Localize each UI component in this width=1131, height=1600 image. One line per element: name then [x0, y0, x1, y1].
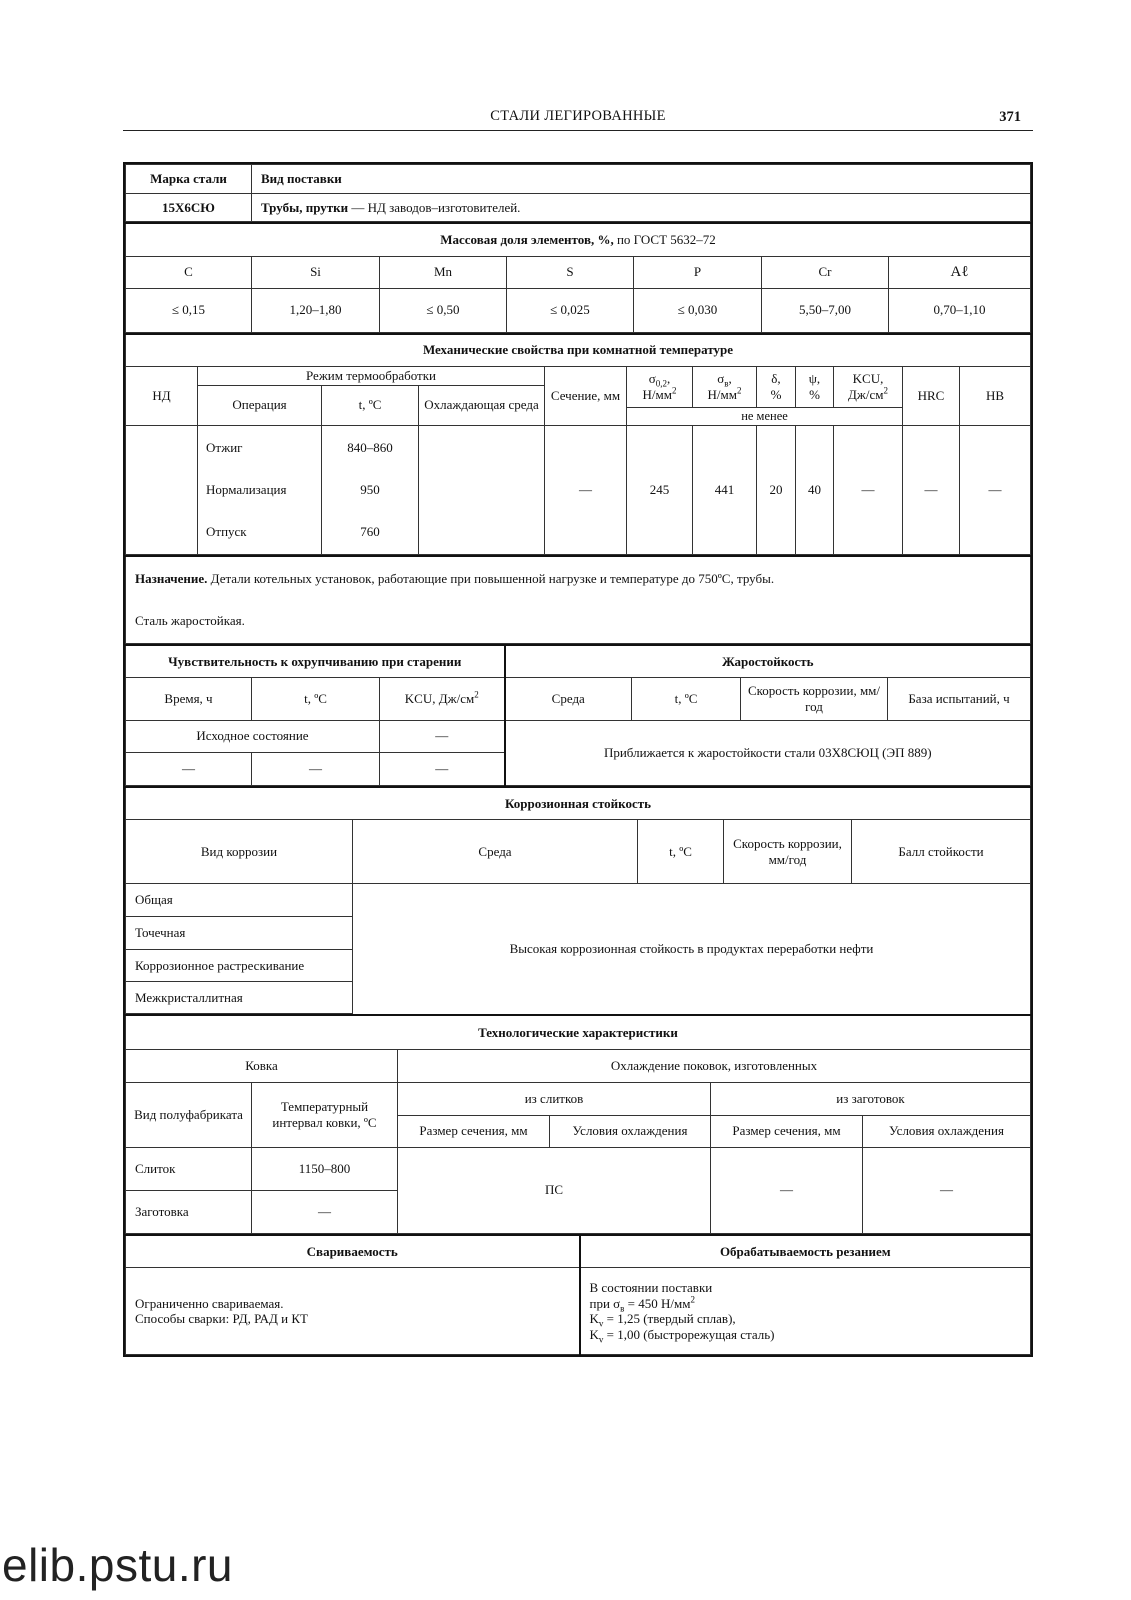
composition-title-rest: по ГОСТ 5632–72 — [613, 231, 716, 247]
hrc-value: — — [903, 425, 960, 554]
weld-line1: Ограниченно свариваемая. — [135, 1295, 284, 1311]
kcu-unit-sup: 2 — [883, 385, 888, 396]
heat-resistance-title: Жаростойкость — [505, 645, 1031, 677]
purpose-line — [135, 571, 1027, 613]
corrosion-type-cracking: Коррозионное растрескивание — [126, 950, 353, 982]
element-c: C — [126, 256, 252, 288]
value-cr: 5,50–7,00 — [762, 288, 889, 332]
nd-value — [126, 425, 198, 554]
sigma02-value: 245 — [627, 425, 693, 554]
interval-ingot: 1150–800 — [252, 1147, 398, 1190]
corrosion-temp-header: t, ºС — [638, 820, 724, 884]
purpose-note: Сталь жаростойкая. — [135, 612, 245, 628]
operation-tempering: Отпуск — [206, 523, 247, 539]
corrosion-medium-header: Среда — [353, 820, 638, 884]
purpose-table — [125, 555, 1031, 645]
aging-heat-table — [125, 644, 1031, 786]
element-al: Aℓ — [889, 256, 1031, 288]
value-mn: ≤ 0,50 — [380, 288, 507, 332]
hb-value: — — [960, 425, 1031, 554]
sigma02-sub: 0,2 — [655, 378, 667, 389]
element-s: S — [507, 256, 634, 288]
supply-value — [252, 194, 1031, 222]
operations-cell — [198, 425, 322, 554]
delta-value: 20 — [757, 425, 796, 554]
corrosion-type-header: Вид коррозии — [126, 820, 353, 884]
temp-tempering: 760 — [360, 523, 380, 539]
aging-kcu-header — [380, 677, 505, 720]
ingot-size-header: Размер сечения, мм — [398, 1115, 550, 1147]
corrosion-type-intergranular: Межкристаллитная — [126, 982, 353, 1014]
tech-title: Технологические характеристики — [126, 1015, 1031, 1049]
purpose-cell — [126, 556, 1031, 644]
sigma02-header: $\sigma_{0,2}$, $Н/мм^2$ — [627, 367, 693, 408]
machining-line4 — [590, 1327, 1028, 1343]
heat-base-header: База испытаний, ч — [888, 677, 1031, 720]
heat-rate-header: Скорость коррозии, мм/год — [741, 677, 888, 720]
forging-interval-header: Температурный интервал ковки, ºС — [252, 1082, 398, 1147]
billet-conditions-header: Условия охлаждения — [863, 1115, 1031, 1147]
tech-table — [125, 1014, 1031, 1234]
machining-line4-rest: = 1,00 (быстрорежущая сталь) — [603, 1326, 775, 1342]
semi-ingot: Слиток — [126, 1147, 252, 1190]
operation-annealing: Отжиг — [206, 439, 243, 455]
purpose-text: Детали котельных установок, работающие при повышенной нагрузке и температуре до 750ºС, трубы. — [207, 570, 775, 586]
weld-title: Свариваемость — [126, 1235, 580, 1268]
running-header — [123, 106, 1033, 131]
kcu-value: — — [834, 425, 903, 554]
aging-time-header: Время, ч — [126, 677, 252, 720]
temp-header: t, ºС — [322, 385, 419, 425]
mechanical-title: Механические свойства при комнатной температуре — [126, 334, 1031, 367]
delta-header — [757, 367, 796, 408]
corrosion-type-general: Общая — [126, 884, 353, 917]
supply-col-header: Вид поставки — [252, 165, 1031, 194]
composition-title-bold: Массовая доля элементов, %, — [440, 231, 614, 247]
ingot-cooling-value: ПС — [398, 1147, 711, 1233]
section-value: — — [545, 425, 627, 554]
semi-billet: Заготовка — [126, 1190, 252, 1233]
billet-conditions-value: — — [863, 1147, 1031, 1233]
aging-initial-state: Исходное состояние — [126, 720, 380, 752]
aging-temp-header: t, ºС — [252, 677, 380, 720]
supply-bold: Трубы, прутки — [261, 199, 349, 215]
sigmab-symbol: σ — [717, 371, 725, 387]
machining-line2-b: = 450 Н/мм — [624, 1295, 691, 1311]
sigma02-symbol: σ — [648, 371, 656, 387]
psi-value: 40 — [796, 425, 834, 554]
purpose-label: Назначение. — [135, 570, 208, 586]
hrc-header: HRC — [903, 367, 960, 426]
sigmab-unit-sup: 2 — [736, 385, 742, 396]
corrosion-type-pitting: Точечная — [126, 917, 353, 950]
value-al: 0,70–1,10 — [889, 288, 1031, 332]
composition-title — [126, 223, 1031, 256]
cooling-forgings-header: Охлаждение поковок, изготовленных — [398, 1049, 1031, 1082]
operation-header: Операция — [198, 385, 322, 425]
delta-symbol: δ, — [771, 371, 781, 387]
machining-line3-rest: = 1,25 (твердый сплав), — [603, 1311, 736, 1327]
aging-row2-time: — — [126, 752, 252, 785]
aging-title: Чувствительность к охрупчиванию при старении — [126, 645, 505, 677]
element-mn: Mn — [380, 256, 507, 288]
temp-normalization: 950 — [360, 481, 380, 497]
aging-row2-kcu: — — [380, 752, 505, 785]
corrosion-table — [125, 786, 1031, 1015]
weld-text — [126, 1268, 580, 1355]
page-number: 371 — [999, 109, 1021, 125]
section-header: Сечение, мм — [545, 367, 627, 426]
machining-line1: В состоянии поставки — [589, 1279, 713, 1295]
running-title: СТАЛИ ЛЕГИРОВАННЫЕ — [490, 108, 666, 124]
heat-resistance-note: Приближается к жаростойкости стали 03Х8СЮЦ (ЭП 889) — [505, 720, 1031, 785]
mechanical-table — [125, 333, 1031, 555]
machining-line2-sub: в — [620, 1303, 625, 1314]
operation-normalization: Нормализация — [206, 481, 287, 497]
sigma02-unit-sup: 2 — [671, 385, 677, 396]
steel-datasheet — [123, 162, 1033, 1357]
sigma02-unit: Н/мм — [642, 386, 672, 402]
sigmab-unit: Н/мм — [707, 386, 737, 402]
hb-header: HB — [960, 367, 1031, 426]
nd-header: НД — [126, 367, 198, 426]
heat-treatment-header: Режим термообработки — [198, 367, 545, 386]
aging-row2-temp: — — [252, 752, 380, 785]
composition-table — [125, 222, 1031, 333]
value-p: ≤ 0,030 — [634, 288, 762, 332]
corrosion-note: Высокая коррозионная стойкость в продуктах переработки нефти — [353, 884, 1031, 1014]
interval-billet: — — [252, 1190, 398, 1233]
sigmab-header: $\sigma_в$, $Н/мм^2$ — [693, 367, 757, 408]
cooling-header: Охлаждающая среда — [419, 385, 545, 425]
weld-line2: Способы сварки: РД, РАД и КТ — [135, 1311, 308, 1327]
psi-symbol: ψ, — [808, 371, 821, 387]
cooling-value — [419, 425, 545, 554]
weld-machining-table — [125, 1234, 1031, 1356]
heat-temp-header: t, ºС — [632, 677, 741, 720]
from-ingots-header: из слитков — [398, 1082, 711, 1115]
machining-title: Обрабатываемость резанием — [580, 1235, 1031, 1268]
kcu-unit: Дж/см — [848, 386, 884, 402]
value-si: 1,20–1,80 — [252, 288, 380, 332]
value-s: ≤ 0,025 — [507, 288, 634, 332]
machining-text — [580, 1268, 1031, 1355]
element-si: Si — [252, 256, 380, 288]
aging-kcu-label: KCU, Дж/см — [404, 690, 475, 706]
element-cr: Cr — [762, 256, 889, 288]
element-p: P — [634, 256, 762, 288]
billet-size-value: — — [711, 1147, 863, 1233]
ingot-conditions-header: Условия охлаждения — [550, 1115, 711, 1147]
grade-value: 15Х6СЮ — [126, 194, 252, 222]
grade-col-header: Марка стали — [126, 165, 252, 194]
sigmab-sub: в — [724, 378, 729, 389]
from-billets-header: из заготовок — [711, 1082, 1031, 1115]
machining-line2-a: при σ — [589, 1295, 621, 1311]
billet-size-header: Размер сечения, мм — [711, 1115, 863, 1147]
supply-rest: — НД заводов–изготовителей. — [348, 199, 521, 215]
delta-unit: % — [770, 386, 782, 402]
semi-product-header: Вид полуфабриката — [126, 1082, 252, 1147]
grade-table — [125, 164, 1031, 222]
machining-line4-k: K — [589, 1326, 599, 1342]
machining-line3 — [590, 1311, 1028, 1327]
temp-annealing: 840–860 — [347, 439, 393, 455]
psi-unit: % — [809, 386, 820, 402]
machining-line4-sub: v — [598, 1334, 604, 1345]
psi-header — [796, 367, 834, 408]
kcu-symbol: KCU, — [852, 371, 884, 387]
corrosion-title: Коррозионная стойкость — [126, 787, 1031, 820]
corrosion-rate-header: Скорость коррозии, мм/год — [724, 820, 852, 884]
value-c: ≤ 0,15 — [126, 288, 252, 332]
machining-line3-k: K — [589, 1311, 599, 1327]
sigmab-value: 441 — [693, 425, 757, 554]
watermark: elib.pstu.ru — [2, 1539, 234, 1591]
machining-line2 — [590, 1296, 1028, 1312]
machining-line3-sub: v — [598, 1318, 604, 1329]
corrosion-score-header: Балл стойкости — [852, 820, 1031, 884]
heat-medium-header: Среда — [505, 677, 632, 720]
forging-header: Ковка — [126, 1049, 398, 1082]
aging-kcu-sup: 2 — [474, 689, 479, 700]
not-less-header: не менее — [627, 407, 903, 425]
aging-initial-value: — — [380, 720, 505, 752]
temperatures-cell — [322, 425, 419, 554]
machining-line2-sup: 2 — [690, 1294, 695, 1305]
kcu-header — [834, 367, 903, 408]
